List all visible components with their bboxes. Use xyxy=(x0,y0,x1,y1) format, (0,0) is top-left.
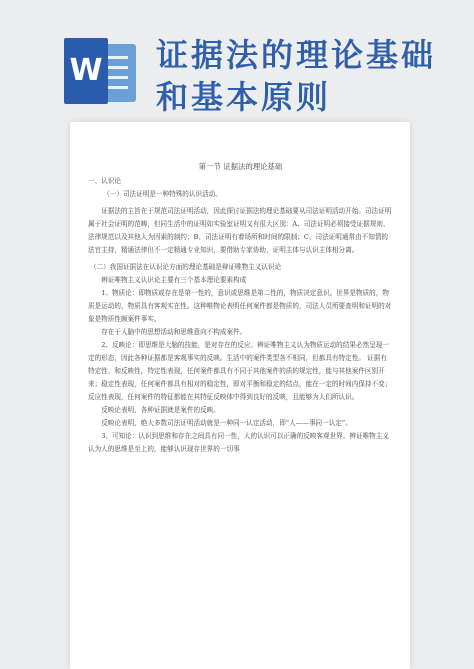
paragraph: 1、物质论：即物质或存在是第一性的，意识或思维是第二性的，物质决定意识。世界是物质的，物质是运动的，物质具有客观实在性。这种唯物论表明任何案件都是物质的，司法人员所要查明和证明的对象是物质性颇案件事实。 xyxy=(88,289,392,323)
paragraph: 反映论表明，各种证据就是案件的反映。 xyxy=(101,406,220,414)
document-page xyxy=(70,122,410,669)
paragraph: 证据法的主旨在于规范司法证明活动，因此探讨证据法的理论基础要从司法证明活动开始。司法证明属于社会证明的范畴，但同生活中的证明如实验室证明又有很大区别：A、司法证明必须接受证据规则、法律规范以及其他人为因素的制约；B、司法证明有着场所和时间的限制；C、司法证明通常由不知情的法官主持，精通法律但不一定精通专业知识，要借助专家协助，证明主体与认识主体相分离。 xyxy=(88,207,392,254)
subsection-title: （二）我国证据法在认识论方面的理论基础是辩证唯物主义认识论 xyxy=(90,263,282,271)
paragraph: 3、可知论：认识到思维和存在之间具有同一性，人的认识可以正确的反映客观世界。辨证唯物主义认为人的思维是至上的，能够认识现存世界的一切事 xyxy=(88,432,389,453)
document-body xyxy=(88,160,393,456)
paragraph: 辨证唯物主义认识论主要有三个基本理论要素构成 xyxy=(101,276,247,284)
paragraph: 反映论表明，绝大多数司法证明活动就是一种同一认定活动，即“人——事同一认定”。 xyxy=(101,419,352,427)
word-icon-letter: W xyxy=(64,38,108,104)
subsection-title: （一）司法证明是一种特殊的认识活动。 xyxy=(103,190,222,198)
title-line-1: 证据法的理论基础 xyxy=(156,36,437,74)
section-heading: 第一节 证据法的理论基础 xyxy=(198,162,283,171)
section-title: 一、认识论 xyxy=(88,177,121,185)
page-title xyxy=(156,34,436,118)
title-line-2: 和基本原则 xyxy=(156,78,332,116)
paragraph: 存在于人脑中的思想活动和思维意向不构成案件。 xyxy=(101,328,247,336)
header xyxy=(0,0,474,130)
paragraph: 2、反映论：即思维是大脑的技能，是对存在的反应。辨证唯物主义认为物质运动的结果必然呈现一定的形态，因此各种证据都是客观事实的反映。生活中的案件类型各不相同，但都具有特定性。 证据有特定性、和反映性，特定性表现，任何案件都具有不同于其他案件的质的规定性，能与其他案件区别开来；稳定性表现，任何案件都具有相对的稳定性，即对平衡和稳定的结点，能在一定的时间内保持不变；反应性表现，任何案件的特征都能在其特征反映体中得到良好的反映，且能够为人们所认识。 xyxy=(88,341,392,401)
word-icon xyxy=(64,38,138,104)
